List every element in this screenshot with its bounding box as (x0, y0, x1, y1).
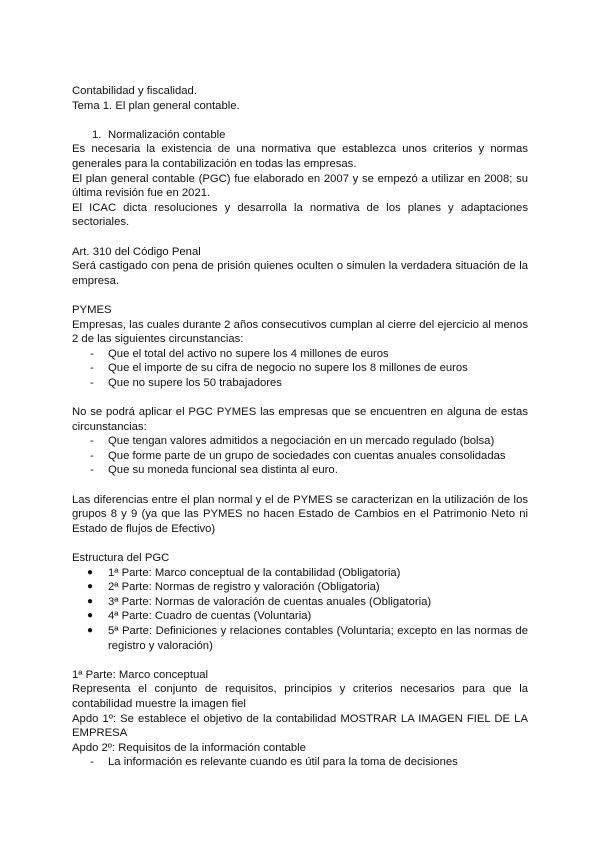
paragraph: Apdo 2º: Requisitos de la información contable (72, 741, 306, 754)
paragraph: Representa el conjunto de requisitos, principios y criterios necesarios para que la contabilidad muestre la imagen fiel (72, 683, 528, 710)
topic-title: Tema 1. El plan general contable. (72, 99, 240, 112)
list-item: - La información es relevante cuando es útil para la toma de decisiones (90, 756, 458, 769)
paragraph: No se podrá aplicar el PGC PYMES las empresas que se encuentren en alguna de estas circunstancias: (72, 406, 528, 433)
list-item: ● 2ª Parte: Normas de registro y valoración (Obligatoria) (87, 581, 380, 594)
article-title: Art. 310 del Código Penal (72, 245, 201, 258)
bullet-list (72, 566, 528, 654)
list-item: ● 1ª Parte: Marco conceptual de la contabilidad (Obligatoria) (87, 566, 401, 579)
list-item: ● 4ª Parte: Cuadro de cuentas (Voluntaria) (87, 610, 312, 623)
section-number: 1. (92, 128, 102, 141)
marco-title: 1ª Parte: Marco conceptual (72, 668, 209, 681)
list-item: - Que su moneda funcional sea distinta al euro. (90, 464, 338, 477)
paragraph: Las diferencias entre el plan normal y el de PYMES se caracterizan en la utilización de los grupos 8 y 9 (ya que las PYMES no hacen Estado de Cambios en el Patrimonio Neto ni Estado de flujos de Efectivo) (72, 493, 528, 535)
list-item: ● 5ª Parte: Definiciones y relaciones contables (Voluntaria; excepto en las normas de registro y valoración) (87, 624, 528, 652)
estructura-title: Estructura del PGC (72, 552, 170, 564)
list-item: - Que el total del activo no supere los 4 millones de euros (90, 347, 389, 360)
section-heading (72, 128, 528, 143)
list-item: ● 3ª Parte: Normas de valoración de cuentas anuales (Obligatoria) (87, 595, 432, 608)
list-item: - Que no supere los 50 trabajadores (90, 376, 282, 389)
dash-list (72, 755, 528, 770)
pymes-title: PYMES (72, 303, 112, 316)
course-title: Contabilidad y fiscalidad. (72, 85, 197, 97)
paragraph: Es necesaria la existencia de una normativa que establezca unos criterios y normas generales para la contabilización en todas las empresas. (72, 143, 528, 170)
paragraph: Apdo 1º: Se establece el objetivo de la contabilidad MOSTRAR LA IMAGEN FIEL DE LA EMPRESA (72, 712, 528, 740)
paragraph: Será castigado con pena de prisión quienes oculten o simulen la verdadera situación de la empresa. (72, 260, 528, 287)
document-body (72, 84, 528, 770)
paragraph: El ICAC dicta resoluciones y desarrolla la normativa de los planes y adaptaciones sectoriales. (72, 201, 528, 229)
list-item: - Que tengan valores admitidos a negociación en un mercado regulado (bolsa) (90, 435, 495, 448)
dash-list (72, 347, 528, 391)
list-item: - Que el importe de su cifra de negocio no supere los 8 millones de euros (90, 362, 468, 375)
dash-list (72, 434, 528, 478)
paragraph: Empresas, las cuales durante 2 años consecutivos cumplan al cierre del ejercicio al menos 2 de las siguientes circunstancias: (72, 318, 528, 346)
list-item: - Que forme parte de un grupo de sociedades con cuentas anuales consolidadas (90, 449, 506, 462)
section-title: Normalización contable (108, 128, 226, 141)
paragraph: El plan general contable (PGC) fue elaborado en 2007 y se empezó a utilizar en 2008; su última revisión fue en 2021. (72, 172, 528, 200)
